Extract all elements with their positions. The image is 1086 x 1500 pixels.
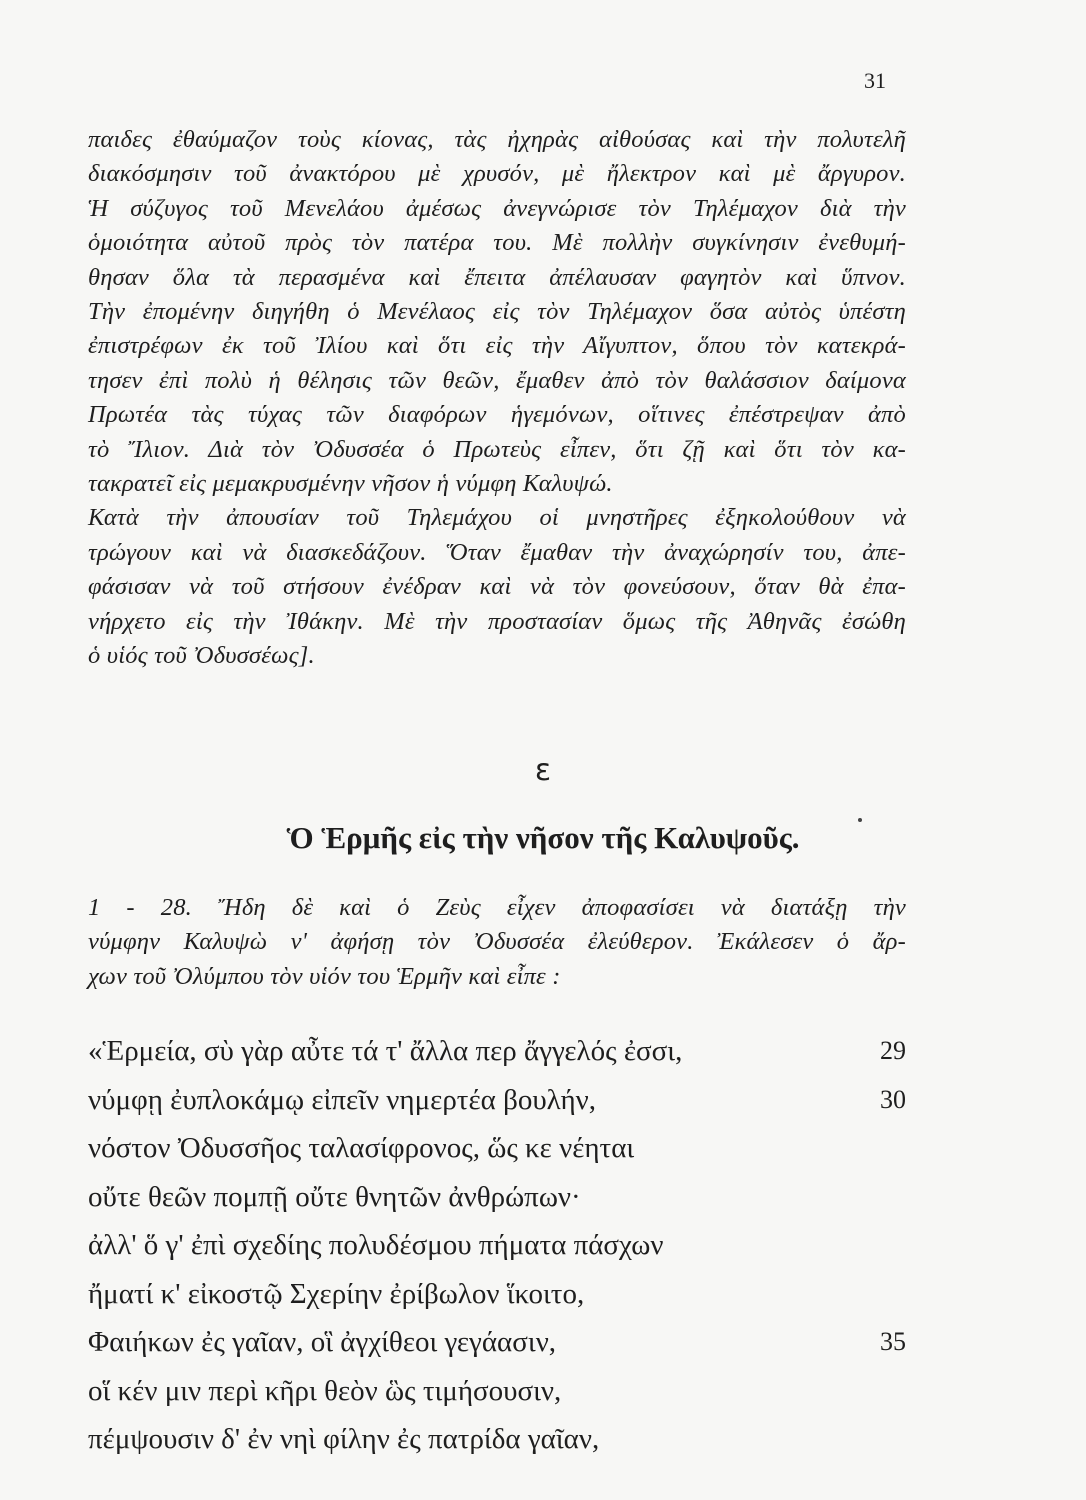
verse-number: 35 — [880, 1327, 906, 1356]
verse-text: «Ἑρμεία, σὺ γὰρ αὖτε τά τ' ἄλλα περ ἄγγελός ἐσσι, — [88, 1035, 683, 1067]
verse-line — [88, 1076, 906, 1125]
verse-text: Φαιήκων ἐς γαῖαν, οἳ ἀγχίθεοι γεγάασιν, — [88, 1326, 557, 1358]
prose-line: χων τοῦ Ὀλύμπου τὸν υἱόν του Ἑρμῆν καὶ εἶπε : — [88, 962, 561, 990]
prose-line: θησαν ὅλα τὰ περασμένα καὶ ἔπειτα ἀπέλαυσαν φαγητὸν καὶ ὕπνον. — [88, 263, 906, 291]
prose-line: φάσισαν νὰ τοῦ στήσουν ἐνέδραν καὶ νὰ τὸν φονεύσουν, ὅταν θὰ ἐπα- — [88, 573, 906, 601]
summary-prose-1 — [88, 123, 906, 674]
verse-text: οἵ κέν μιν περὶ κῆρι θεὸν ὣς τιμήσουσιν, — [88, 1374, 562, 1407]
prose-line: Ἡ σύζυγος τοῦ Μενελάου ἀμέσως ἀνεγνώρισε τὸν Τηλέμαχον διὰ τὴν — [88, 194, 906, 222]
summary-prose-2 — [88, 891, 906, 994]
verse-number: 30 — [880, 1084, 906, 1114]
verse-text: νύμφῃ ἐυπλοκάμῳ εἰπεῖν νημερτέα βουλήν, — [88, 1083, 597, 1116]
chapter-title: Ὁ Ἑρμῆς εἰς τὴν νῆσον τῆς Καλυψοῦς. — [286, 820, 800, 855]
verse-line — [88, 1173, 906, 1222]
verse-line — [88, 1367, 906, 1416]
verse-line — [88, 1318, 906, 1367]
prose-line: νύμφην Καλυψὼ ν' ἀφήσῃ τὸν Ὀδυσσέα ἐλεύθερον. Ἐκάλεσεν ὁ ἄρ- — [88, 928, 906, 956]
prose-line-para-start — [88, 501, 906, 535]
verse-line — [88, 1221, 906, 1270]
verse-text: πέμψουσιν δ' ἐν νηὶ φίλην ἐς πατρίδα γαῖαν, — [88, 1423, 600, 1455]
prose-line: ἐπιστρέφων ἐκ τοῦ Ἰλίου καὶ ὅτι εἰς τὴν Αἴγυπτον, ὅπου τὸν κατεκρά- — [88, 332, 906, 360]
verse-line — [88, 1415, 906, 1464]
prose-line: 1 - 28. Ἤδη δὲ καὶ ὁ Ζεὺς εἶχεν ἀποφασίσει νὰ διατάξῃ τὴν — [88, 894, 906, 921]
prose-line: ὁμοιότητα αὐτοῦ πρὸς τὸν πατέρα του. Μὲ πολλὴν συγκίνησιν ἐνεθυμή- — [88, 229, 906, 257]
section-letter: ε — [534, 753, 552, 788]
prose-line-text: Κατὰ τὴν ἀπουσίαν τοῦ Τηλεμάχου οἱ μνηστῆρες ἐξηκολούθουν νὰ — [88, 504, 906, 532]
prose-line: τακρατεῖ εἰς μεμακρυσμένην νῆσον ἡ νύμφη Καλυψώ. — [88, 470, 613, 498]
prose-line: τρώγουν καὶ νὰ διασκεδάζουν. Ὅταν ἔμαθαν τὴν ἀναχώρησίν του, ἀπε- — [88, 538, 906, 566]
prose-line: τησεν ἐπὶ πολὺ ἡ θέλησις τῶν θεῶν, ἔμαθεν ἀπὸ τὸν θαλάσσιον δαίμονα — [88, 366, 906, 394]
verse-line — [88, 1270, 906, 1319]
verse-line — [88, 1124, 906, 1173]
verse-block — [88, 1027, 906, 1464]
prose-line: Πρωτέα τὰς τύχας τῶν διαφόρων ἡγεμόνων, οἵτινες ἐπέστρεψαν ἀπὸ — [88, 401, 906, 429]
prose-line: Τὴν ἐπομένην διηγήθη ὁ Μενέλαος εἰς τὸν Τηλέμαχον ὅσα αὐτὸς ὑπέστη — [88, 298, 906, 326]
verse-text: ἤματί κ' εἰκοστῷ Σχερίην ἐρίβωλον ἵκοιτο, — [88, 1277, 585, 1310]
prose-line: διακόσμησιν τοῦ ἀνακτόρου μὲ χρυσόν, μὲ ἤλεκτρον καὶ μὲ ἄργυρον. — [88, 160, 906, 188]
verse-text: ἀλλ' ὅ γ' ἐπὶ σχεδίης πολυδέσμου πήματα πάσχων — [88, 1229, 664, 1261]
page-number: 31 — [864, 68, 886, 93]
verse-text: οὔτε θεῶν πομπῇ οὔτε θνητῶν ἀνθρώπων· — [88, 1180, 581, 1213]
verse-line — [88, 1027, 906, 1076]
prose-line: νήρχετο εἰς τὴν Ἰθάκην. Μὲ τὴν προστασίαν ὅμως τῆς Ἀθηνᾶς ἐσώθη — [88, 607, 906, 635]
verse-text: νόστον Ὀδυσσῆος ταλασίφρονος, ὥς κε νέηται — [88, 1132, 635, 1164]
prose-line: παιδες ἐθαύμαζον τοὺς κίονας, τὰς ἠχηρὰς αἰθούσας καὶ τὴν πολυτελῆ — [88, 126, 906, 153]
verse-number: 29 — [880, 1036, 906, 1065]
prose-line: τὸ Ἴλιον. Διὰ τὸν Ὀδυσσέα ὁ Πρωτεὺς εἶπεν, ὅτι ζῇ καὶ ὅτι τὸν κα- — [88, 435, 906, 463]
prose-line: ὁ υἱός τοῦ Ὀδυσσέως]. — [88, 642, 315, 670]
